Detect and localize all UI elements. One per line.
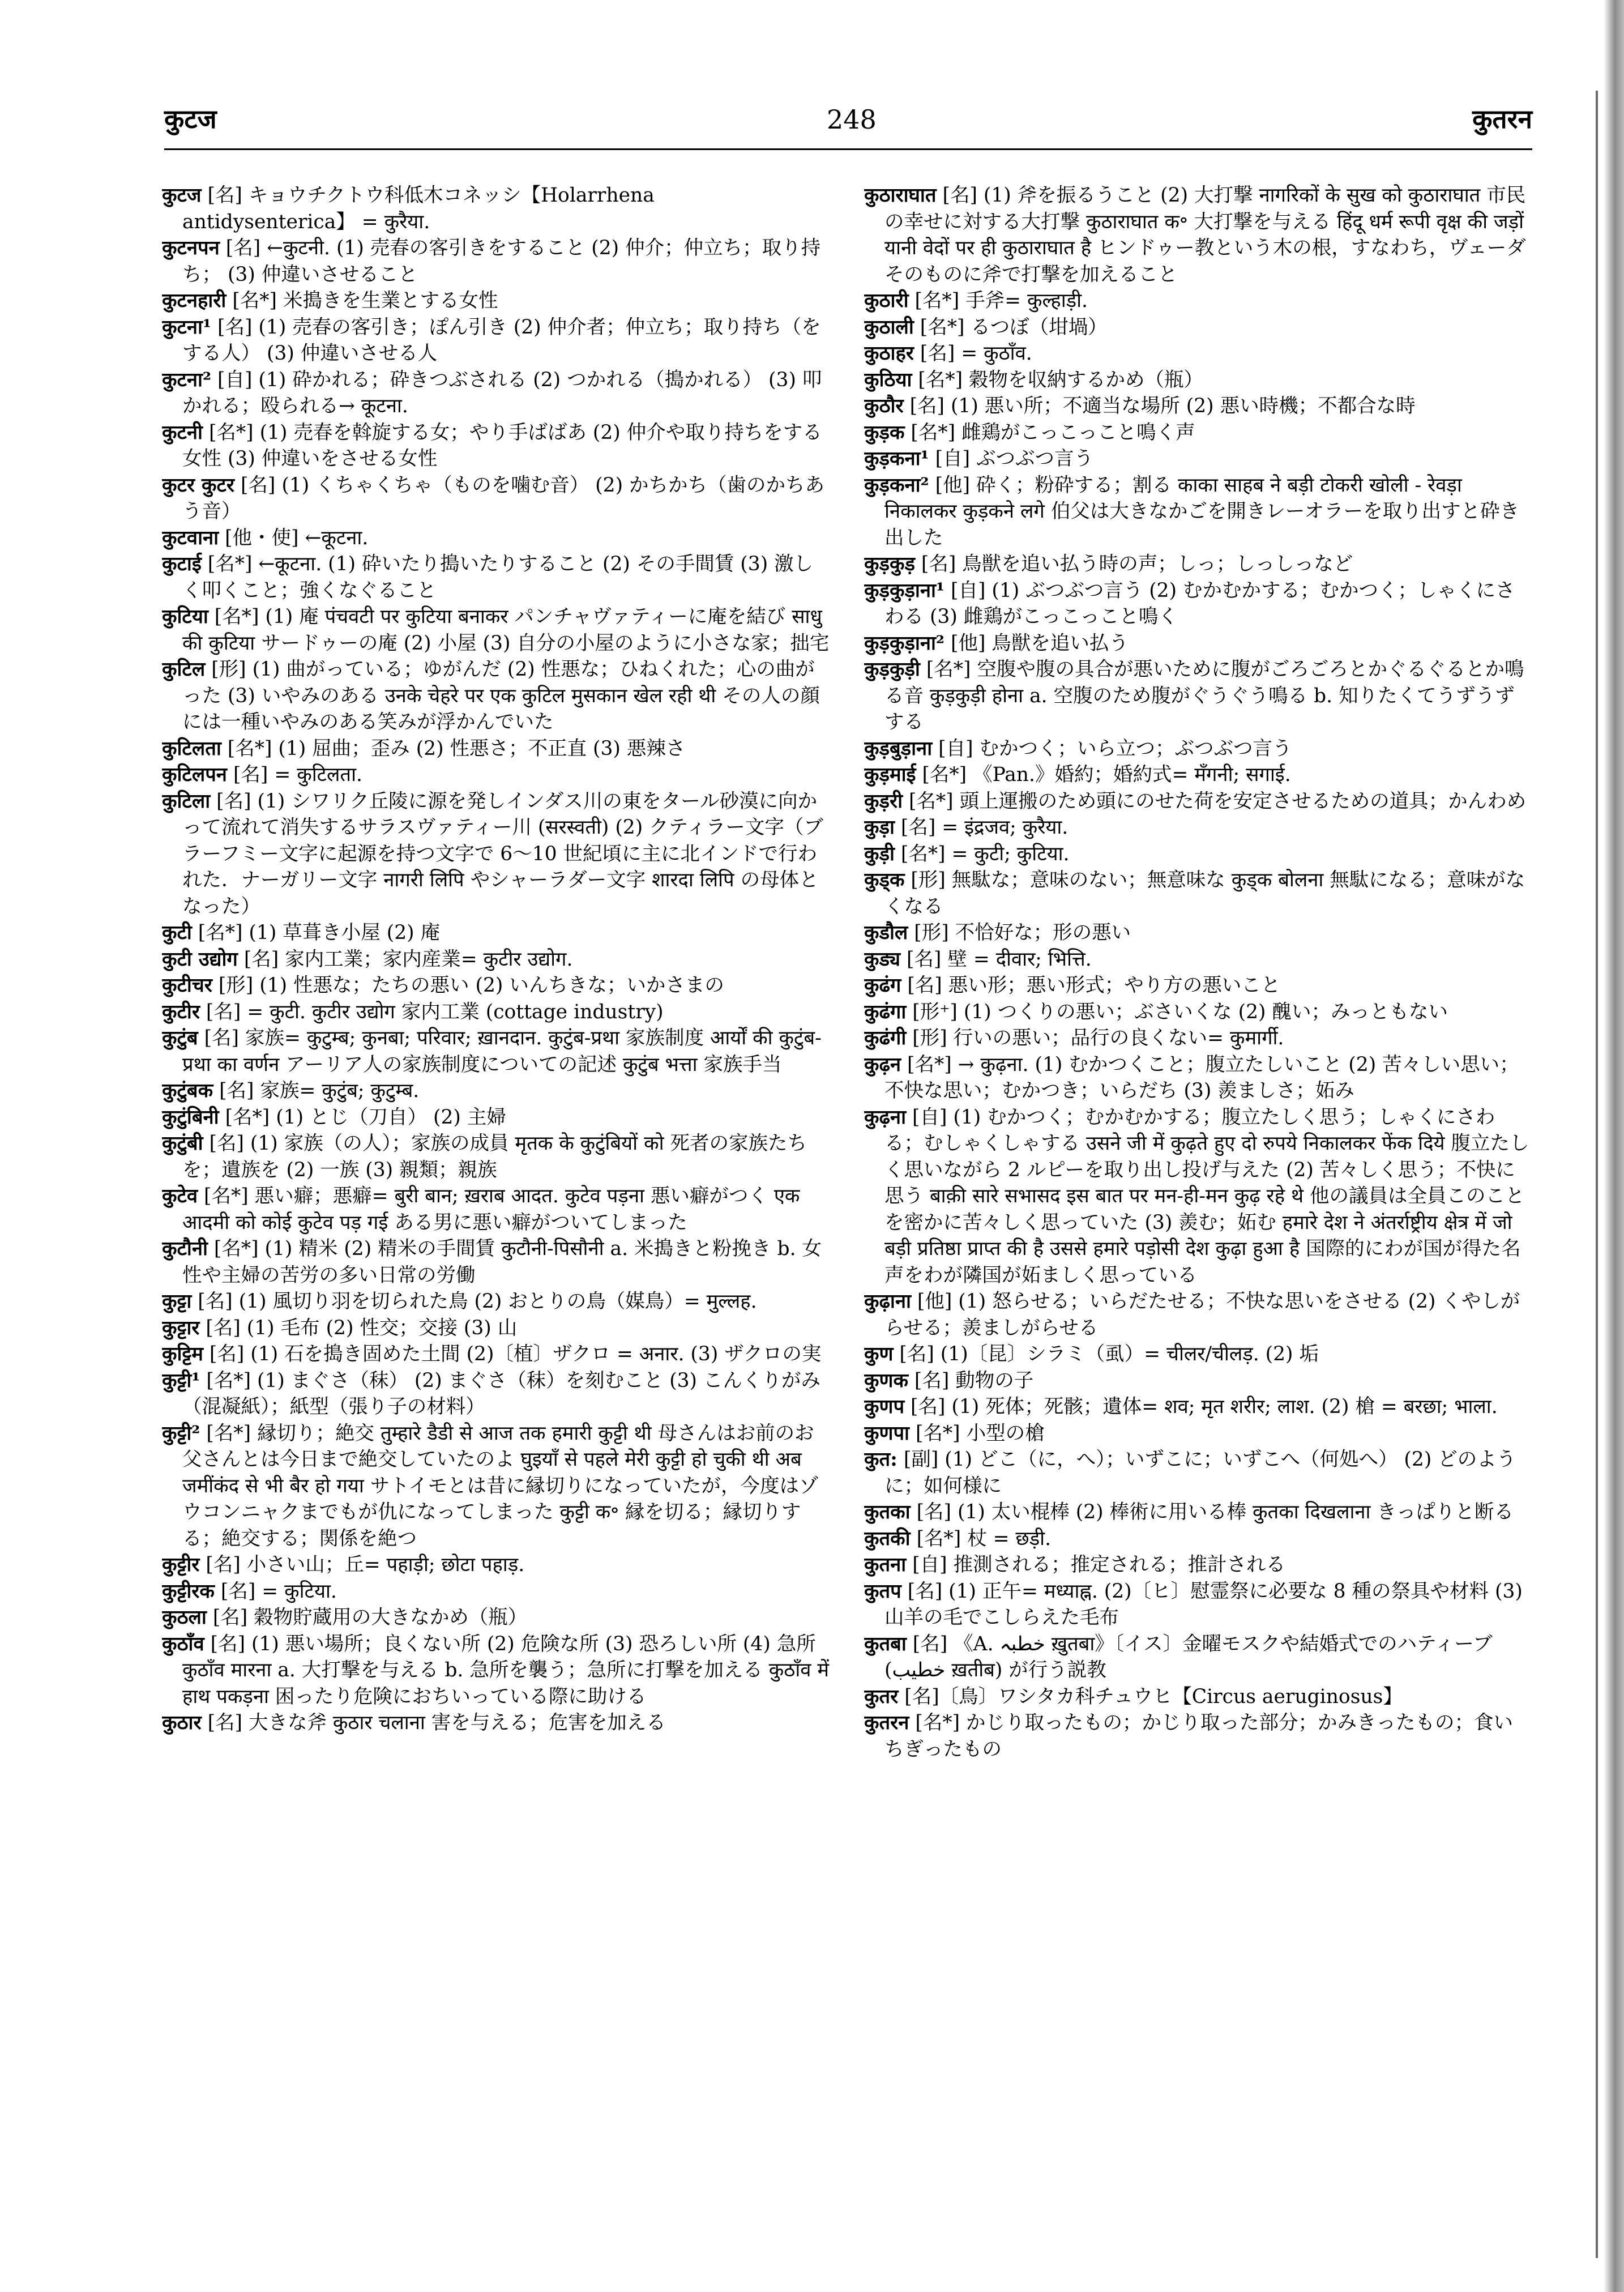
entry-headword: कुठला xyxy=(162,1606,207,1629)
entry-definition: [名] (1) 太い棍棒 (2) 棒術に用いる棒 कुतका दिखलाना きっぱりと断る xyxy=(916,1501,1514,1523)
entry-definition: [形] 不恰好な；形の悪い xyxy=(914,921,1131,944)
dictionary-entry xyxy=(864,920,1532,946)
entry-definition: [名] 大きな斧 कुठार चलाना 害を与える；危害を加える xyxy=(207,1711,666,1734)
entry-definition: [名] (1) 風切り羽を切られた鳥 (2) おとりの鳥（媒鳥）= मुल्लह. xyxy=(198,1290,757,1313)
entry-headword: कुड़कना² xyxy=(864,473,929,497)
entry-headword: कुण xyxy=(864,1343,894,1365)
entry-definition: [自] 推測される；推定される；推計される xyxy=(912,1553,1286,1576)
entry-definition: [名*] (1) とじ（刀自） (2) 主婦 xyxy=(225,1106,506,1129)
dictionary-entry xyxy=(864,1052,1532,1104)
entry-headword: कुड़ी xyxy=(864,842,895,865)
entry-definition: [名] (1) 死体；死骸；遺体= शव; मृत शरीर; लाश. (2) 槍 = बरछा; भाला. xyxy=(911,1395,1498,1418)
entry-definition: [名] (1) 石を搗き固めた土間 (2)〔植〕ザクロ = अनार. (3) ザクロの実 xyxy=(209,1343,822,1365)
entry-headword: कुटनपन xyxy=(162,237,220,259)
entry-headword: कुढंगी xyxy=(864,1027,907,1049)
dictionary-entry xyxy=(864,182,1532,288)
dictionary-entry xyxy=(864,1578,1532,1631)
dictionary-entry xyxy=(864,762,1532,788)
entry-headword: कुट्टा xyxy=(162,1290,192,1313)
dictionary-entry xyxy=(162,736,830,762)
dictionary-entry xyxy=(864,446,1532,472)
entry-headword: कुटिया xyxy=(162,605,208,628)
page-number: 248 xyxy=(827,104,877,135)
dictionary-entry xyxy=(162,946,830,973)
dictionary-entry xyxy=(864,1710,1532,1762)
entry-definition: [名] (1) 毛布 (2) 性交；交接 (3) 山 xyxy=(206,1316,518,1339)
entry-headword: कुटौनी xyxy=(162,1237,208,1260)
header-rule xyxy=(164,148,1532,150)
entry-headword: कुड़बुड़ाना xyxy=(864,737,933,760)
entry-headword: कुतर xyxy=(864,1685,899,1708)
header-left-headword: कुटज xyxy=(164,104,217,134)
entry-headword: कुणक xyxy=(864,1369,908,1392)
dictionary-entry xyxy=(162,367,830,420)
dictionary-entry xyxy=(162,1710,830,1736)
entry-definition: [名] 鳥獣を追い払う時の声；しっ；しっしっなど xyxy=(921,553,1353,575)
entry-definition: [名] 家族= कुटुंब; कुटुम्ब. xyxy=(219,1079,420,1102)
entry-headword: कुड़कुड़ xyxy=(864,553,915,575)
entry-definition: [名] 壁 = दीवार; भित्ति. xyxy=(906,947,1092,971)
dictionary-entry xyxy=(162,1104,830,1131)
dictionary-entry xyxy=(162,999,830,1026)
entry-definition: [名*] → कुढ़ना. (1) むかつくこと；腹立たしいこと (2) 苦々しい思い；不快な思い；むかつき；いらだち (3) 羨ましさ；妬み xyxy=(884,1053,1519,1102)
entry-headword: कुतना xyxy=(864,1553,907,1576)
dictionary-entry xyxy=(162,1236,830,1288)
entry-headword: कुटी xyxy=(162,921,192,944)
dictionary-entry xyxy=(864,630,1532,657)
entry-headword: कुटी उद्योग xyxy=(162,947,238,971)
entry-definition: [名*] ←कूटना. (1) 砕いたり搗いたりすること (2) その手間賃 (3) 激しく叩くこと；強くなぐること xyxy=(182,553,814,602)
dictionary-entry xyxy=(162,1288,830,1315)
entry-definition: [名*] かじり取ったもの；かじり取った部分；かみきったもの；食いちぎったもの xyxy=(884,1711,1514,1761)
entry-definition: [名*] (1) 庵 पंचवटी पर कुटिया बनाकर パンチャヴァティーに庵を結び साधु की कुटिया サードゥーの庵 (2) 小屋 (3) 自分の小屋のように小さな家；拙宅 xyxy=(182,605,830,655)
entry-headword: कुतबा xyxy=(864,1632,907,1655)
dictionary-entry xyxy=(162,788,830,920)
entry-headword: कुठाली xyxy=(864,315,914,339)
entry-headword: कुढ़न xyxy=(864,1053,901,1076)
entry-headword: कुड़कुड़ाना² xyxy=(864,631,945,655)
entry-headword: कुढ़ना xyxy=(864,1106,907,1129)
dictionary-entry xyxy=(162,420,830,472)
left-column xyxy=(162,182,830,2267)
entry-definition: [名*] 穀物を収納するかめ（瓶） xyxy=(918,368,1204,391)
entry-headword: कुटिल xyxy=(162,658,206,681)
entry-definition: [他・使] ←कूटना. xyxy=(225,526,369,549)
entry-definition: [名] 家族= कुटुम्ब; कुनबा; परिवार; ख़ानदान. कुटुंब-प्रथा 家族制度 आर्यों की कुटुंब-प्रथा का वर्णन アーリア人の家族制度についての記述 कुटुंब भत्ता 家族手当 xyxy=(182,1027,822,1076)
entry-definition: [名] 動物の子 xyxy=(914,1369,1034,1392)
entry-definition: [名*] (1) 屈曲；歪み (2) 性悪さ；不正直 (3) 悪辣さ xyxy=(227,737,686,760)
dictionary-entry xyxy=(864,736,1532,762)
dictionary-entry xyxy=(864,1552,1532,1578)
dictionary-entry xyxy=(162,182,830,235)
dictionary-entry xyxy=(162,551,830,604)
entry-headword: कुतरन xyxy=(864,1711,909,1734)
entry-headword: कुड़ा xyxy=(864,816,895,839)
dictionary-entry xyxy=(162,656,830,736)
page-edge-line xyxy=(1596,91,1598,2258)
entry-headword: कुट्टीरक xyxy=(162,1580,215,1603)
dictionary-entry xyxy=(864,788,1532,815)
dictionary-entry xyxy=(864,1526,1532,1552)
entry-definition: [名] (1) 家族（の人）；家族の成員 मृतक के कुटुंबियों को 死者の家族たちを；遺族を (2) 一族 (3) 親類；親族 xyxy=(182,1132,807,1181)
entry-definition: [自] (1) ぶつぶつ言う (2) むかむかする；むかつく；しゃくにさわる (3) 雌鶏がこっこっこと鳴く xyxy=(884,579,1515,628)
dictionary-entry xyxy=(864,1394,1532,1420)
dictionary-entry xyxy=(162,1552,830,1578)
dictionary-entry xyxy=(864,1025,1532,1052)
dictionary-entry xyxy=(864,656,1532,736)
entry-headword: कुड्य xyxy=(864,947,900,971)
dictionary-entry xyxy=(162,1420,830,1552)
dictionary-entry xyxy=(162,235,830,288)
dictionary-entry xyxy=(864,472,1532,552)
entry-definition: [名*] 縁切り；絶交 तुम्हारे डैडी से आज तक हमारी कुट्टी थी 母さんはお前のお父さんとは今日まで絶交していたのよ घुइयाँ से पहले मेरी कुट्टी हो चुकी थी अब जमींकंद से भी बैर हो गया サトイモとは昔に縁切りになっていたが，今度はゾウコンニャクまでもが仇になってしまった कुट्टी क॰ 縁を切る；縁切りする；絶交する；関係を絶つ xyxy=(182,1422,819,1550)
running-header xyxy=(164,101,1532,146)
dictionary-entry xyxy=(162,762,830,788)
entry-headword: कुटाई xyxy=(162,553,202,575)
dictionary-entry xyxy=(162,1025,830,1078)
entry-definition: [名*] るつぼ（坩堝） xyxy=(920,315,1108,339)
entry-definition: [自] むかつく；いら立つ；ぶつぶつ言う xyxy=(938,737,1292,760)
entry-definition: [名] 悪い形；悪い形式；やり方の悪いこと xyxy=(907,974,1281,997)
entry-headword: कुतका xyxy=(864,1501,911,1523)
entry-definition: [名] (1)〔昆〕シラミ（虱）= चीलर/चीलड़. (2) 垢 xyxy=(899,1343,1319,1365)
entry-definition: [名] (1) 悪い場所；良くない所 (2) 危険な所 (3) 恐ろしい所 (4) 急所 कुठाँव मारना a. 大打撃を与える b. 急所を襲う；急所に打撃を加える कुठाँव में हाथ पकड़ना 困ったり危険におちいっている際に助ける xyxy=(182,1632,830,1708)
dictionary-entry xyxy=(864,1341,1532,1368)
entry-definition: [名] = इंद्रजव; कुरैया. xyxy=(900,816,1069,839)
entry-headword: कुढ़ाना xyxy=(864,1290,911,1313)
entry-definition: [名*] (1) 精米 (2) 精米の手間賃 कुटौनी-पिसौनी a. 米搗きと粉挽き b. 女性や主婦の苦労の多い日常の労働 xyxy=(182,1237,822,1287)
entry-definition: [名]〔鳥〕ワシタカ科チュウヒ【Circus aeruginosus】 xyxy=(904,1685,1403,1708)
entry-definition: [名*] 小型の槍 xyxy=(915,1422,1045,1445)
dictionary-entry xyxy=(864,867,1532,920)
entry-headword: कुटनी xyxy=(162,421,203,444)
entry-definition: [名*] 米搗きを生業とする女性 xyxy=(232,289,498,312)
entry-headword: कुटज xyxy=(162,184,202,207)
entry-definition: [名*] 空腹や腹の具合が悪いために腹がごろごろとかぐるぐるとか鳴る音 कुड़कुड़ी होना a. 空腹のため腹がぐうぐう鳴る b. 知りたくてうずうずする xyxy=(884,658,1524,733)
dictionary-entry xyxy=(864,1631,1532,1684)
dictionary-entry xyxy=(864,1368,1532,1394)
entry-definition: [名] (1) くちゃくちゃ（ものを噛む音） (2) かちかち（歯のかちあう音） xyxy=(182,473,824,523)
dictionary-entry xyxy=(162,1183,830,1236)
dictionary-entry xyxy=(864,1288,1532,1341)
entry-headword: कुड़कना¹ xyxy=(864,447,929,470)
entry-headword: कुत: xyxy=(864,1448,898,1471)
dictionary-entry xyxy=(162,1631,830,1710)
dictionary-entry xyxy=(864,393,1532,420)
entry-definition: [形] 行いの悪い；品行の良くない= कुमार्गी. xyxy=(912,1027,1284,1049)
entry-headword: कुणपा xyxy=(864,1422,909,1445)
entry-definition: [名] = कुटिलता. xyxy=(233,763,362,786)
entry-headword: कुट्टी¹ xyxy=(162,1369,200,1392)
dictionary-entry xyxy=(162,1315,830,1342)
entry-definition: [名*] 頭上運搬のため頭にのせた荷を安定させるための道具；かんわめ xyxy=(908,789,1527,813)
entry-definition: [名] (1) 売春の客引き；ぽん引き (2) 仲介者；仲立ち；取り持ち（をする人） (3) 仲違いさせる人 xyxy=(182,315,821,365)
entry-definition: [名*] 雌鶏がこっこっこと鳴く声 xyxy=(911,421,1195,444)
dictionary-entry xyxy=(162,1578,830,1605)
entry-headword: कुटनहारी xyxy=(162,289,226,312)
dictionary-entry xyxy=(162,1604,830,1631)
dictionary-entry xyxy=(162,920,830,946)
dictionary-entry xyxy=(864,1684,1532,1710)
entry-headword: कुढंग xyxy=(864,974,901,997)
entry-headword: कुठारी xyxy=(864,289,909,312)
entry-definition: [名*] 杖 = छड़ी. xyxy=(916,1527,1052,1550)
dictionary-entry xyxy=(864,946,1532,973)
entry-headword: कुटुंबी xyxy=(162,1132,203,1155)
dictionary-entry xyxy=(864,1499,1532,1526)
page-edge-shadow xyxy=(1604,0,1624,2292)
entry-definition: [副] (1) どこ（に，へ）；いずこに；いずこへ（何処へ） (2) どのように；如何様に xyxy=(884,1448,1516,1497)
dictionary-entry xyxy=(864,551,1532,578)
entry-definition: [名] = कुठाँव. xyxy=(920,342,1032,365)
entry-definition: [自] ぶつぶつ言う xyxy=(935,447,1094,470)
header-right-headword: कुतरन xyxy=(1472,104,1532,134)
entry-definition: [名] (1) 斧を振るうこと (2) 大打撃 नागरिकों के सुख को कुठाराघात 市民の幸せに対する大打撃 कुठाराघात क॰ 大打撃を与える हिंदू धर्म रूपी वृक्ष की जड़ों यानी वेदों पर ही कुठाराघात है ヒンドゥー教という木の根，すなわち，ヴェーダそのものに斧で打撃を加えること xyxy=(884,184,1526,286)
entry-headword: कुणप xyxy=(864,1395,905,1418)
dictionary-entry xyxy=(864,420,1532,446)
entry-definition: [名] ←कुटनी. (1) 売春の客引きをすること (2) 仲介；仲立ち；取り持ち； (3) 仲違いさせること xyxy=(182,237,821,286)
dictionary-entry xyxy=(162,1368,830,1420)
dictionary-entry xyxy=(864,972,1532,999)
entry-headword: कुडौल xyxy=(864,921,908,944)
entry-headword: कुटिलपन xyxy=(162,763,227,786)
entry-definition: [形] (1) 性悪な；たちの悪い (2) いんちきな；いかさまの xyxy=(218,974,724,997)
entry-definition: [名*] (1) まぐさ（秣） (2) まぐさ（秣）を刻むこと (3) こんくりがみ（混凝紙）；紙型（張り子の材料） xyxy=(182,1369,820,1418)
entry-definition: [名*] 《Pan.》婚約；婚約式= मँगनी; सगाई. xyxy=(922,763,1291,786)
entry-definition: [名*] 悪い癖；悪癖= बुरी बान; ख़राब आदत. कुटेव पड़ना 悪い癖がつく एक आदमी को कोई कुटेव पड़ गई ある男に悪い癖がついてしまった xyxy=(182,1185,800,1234)
entry-headword: कुड़माई xyxy=(864,763,916,786)
entry-definition: [名*] 手斧= कुल्हाड़ी. xyxy=(914,289,1088,312)
entry-headword: कुटुंबक xyxy=(162,1079,213,1102)
entry-headword: कुटुंबिनी xyxy=(162,1106,219,1129)
entry-headword: कुठाँव xyxy=(162,1632,204,1655)
dictionary-entry xyxy=(162,1078,830,1104)
entry-headword: कुटीचर xyxy=(162,974,212,997)
entry-definition: [名] (1) 悪い所；不適当な場所 (2) 悪い時機；不都合な時 xyxy=(909,395,1416,417)
entry-headword: कुतप xyxy=(864,1580,901,1603)
dictionary-entry xyxy=(864,578,1532,630)
dictionary-entry xyxy=(864,1446,1532,1499)
entry-definition: [形⁺] (1) つくりの悪い；ぶさいくな (2) 醜い；みっともない xyxy=(912,1000,1448,1023)
entry-definition: [名] (1) 正午= मध्याह्न. (2)〔ヒ〕慰霊祭に必要な 8 種の祭具や材料 (3) 山羊の毛でこしらえた毛布 xyxy=(884,1580,1523,1629)
entry-definition: [名] キョウチクトウ科低木コネッシ【Holarrhena antidysenterica】 = कुरैया. xyxy=(182,184,655,233)
entry-definition: [形] (1) 曲がっている；ゆがんだ (2) 性悪な；ひねくれた；心の曲がった (3) いやみのある उनके चेहरे पर एक कुटिल मुसकान खेल रही थी その人の顔には一種いやみのある笑みが浮かんでいた xyxy=(182,658,820,733)
entry-headword: कुड्क xyxy=(864,869,905,891)
dictionary-entry xyxy=(162,288,830,314)
entry-headword: कुटीर xyxy=(162,1000,200,1023)
entry-headword: कुटिला xyxy=(162,789,211,813)
dictionary-entry xyxy=(162,604,830,656)
entry-headword: कुठाहर xyxy=(864,342,914,365)
dictionary-entry xyxy=(864,1420,1532,1447)
entry-definition: [名] 穀物貯蔵用の大きなかめ（瓶） xyxy=(212,1606,528,1629)
right-column xyxy=(864,182,1532,2267)
entry-headword: कुटवाना xyxy=(162,526,219,549)
entry-definition: [自] (1) むかつく；むかむかする；腹立たしく思う；しゃくにさわる；むしゃくしゃする उसने जी में कुढ़ते हुए दो रुपये निकालकर फेंक दिये 腹立たしく思いながら 2 ルピーを取り出し投げ与えた (2) 苦々しく思う；不快に思う बाक़ी सारे सभासद इस बात पर मन-ही-मन कुढ़ रहे थे 他の議員は全員このことを密かに苦々しく思っていた (3) 羨む；妬む हमारे देश ने अंतर्राष्ट्रीय क्षेत्र में जो बड़ी प्रतिष्ठा प्राप्त की है उससे हमारे पड़ोसी देश कुढ़ा हुआ है 国際的にわが国が得た名声をわが隣国が妬ましく思っている xyxy=(884,1106,1529,1287)
entry-headword: कुतकी xyxy=(864,1527,911,1550)
dictionary-entry xyxy=(162,472,830,525)
entry-headword: कुठाराघात xyxy=(864,184,937,207)
entry-definition: [名] 《A. خطبہ ख़ुतबा》〔イス〕金曜モスクや結婚式でのハティーブ (خطیب ख़तीब) が行う説教 xyxy=(884,1632,1493,1681)
entry-definition: [他] 砕く；粉砕する；割る काका साहब ने बड़ी टोकरी खोली - रेवड़ा निकालकर कुड़कने लगे 伯父は大きなかごを開きレーオラーを取り出すと砕き出した xyxy=(884,473,1520,549)
entry-definition: [名*] (1) 草葺き小屋 (2) 庵 xyxy=(198,921,441,944)
entry-headword: कुटिलता xyxy=(162,737,221,760)
dictionary-entry xyxy=(162,1130,830,1183)
dictionary-entry xyxy=(864,1104,1532,1289)
entry-definition: [名] = कुटिया. xyxy=(220,1580,337,1603)
entry-definition: [名] = कुटी. कुटीर उद्योग 家内工業 (cottage industry) xyxy=(206,1000,664,1023)
entry-headword: कुड़क xyxy=(864,421,905,444)
entry-headword: कुटर कुटर xyxy=(162,473,234,497)
dictionary-entry xyxy=(864,288,1532,314)
entry-definition: [名] (1) シワリク丘陵に源を発しインダス川の東をタール砂漠に向かって流れて消失するサラスヴァティー川 (सरस्वती) (2) クティラー文字（ブラーフミー文字に起源を持つ文字で 6〜10 世紀頃に主に北インドで行われた．ナーガリー文字 नागरी लिपि やシャーラダー文字 शारदा लिपि の母体となった） xyxy=(182,789,823,918)
entry-headword: कुड़कुड़ाना¹ xyxy=(864,579,945,602)
entry-headword: कुट्टी² xyxy=(162,1422,200,1445)
dictionary-entry xyxy=(864,314,1532,341)
dictionary-entry xyxy=(162,314,830,367)
entry-headword: कुड़री xyxy=(864,789,903,813)
entry-headword: कुठौर xyxy=(864,395,904,417)
entry-definition: [形] 無駄な；意味のない；無意味な कुड्क बोलना 無駄になる；意味がなくなる xyxy=(884,869,1525,918)
entry-definition: [他] (1) 怒らせる；いらだたせる；不快な思いをさせる (2) くやしがらせる；羨ましがらせる xyxy=(884,1290,1520,1339)
entry-headword: कुटेव xyxy=(162,1185,198,1207)
entry-headword: कुट्टीर xyxy=(162,1553,200,1576)
entry-definition: [名] 家内工業；家内産業= कुटीर उद्योग. xyxy=(243,947,573,971)
entry-headword: कुटना² xyxy=(162,368,212,391)
dictionary-entry xyxy=(864,841,1532,868)
dictionary-entry xyxy=(864,999,1532,1026)
dictionary-entry xyxy=(162,525,830,552)
entry-headword: कुढंगा xyxy=(864,1000,907,1023)
entry-definition: [名*] (1) 売春を斡旋する女；やり手ばばあ (2) 仲介や取り持ちをする女性 (3) 仲違いをさせる女性 xyxy=(182,421,822,470)
dictionary-entry xyxy=(864,814,1532,841)
entry-headword: कुट्टिम xyxy=(162,1343,203,1365)
dictionary-entry xyxy=(162,972,830,999)
entry-definition: [他] 鳥獣を追い払う xyxy=(951,631,1129,655)
dictionary-entry xyxy=(864,367,1532,394)
entry-headword: कुठिया xyxy=(864,368,912,391)
entry-headword: कुड़कुड़ी xyxy=(864,658,920,681)
entry-definition: [名*] = कुटी; कुटिया. xyxy=(900,842,1070,865)
entry-headword: कुठार xyxy=(162,1711,202,1734)
entry-headword: कुटना¹ xyxy=(162,315,212,339)
entry-definition: [自] (1) 砕かれる；砕きつぶされる (2) つかれる（搗かれる） (3) 叩かれる；殴られる→ कूटना. xyxy=(182,368,822,417)
entry-headword: कुट्टार xyxy=(162,1316,200,1339)
dictionary-entry xyxy=(864,340,1532,367)
entry-definition: [名] 小さい山；丘= पहाड़ी; छोटा पहाड़. xyxy=(206,1553,525,1576)
entry-headword: कुटुंब xyxy=(162,1027,198,1049)
dictionary-entry xyxy=(162,1341,830,1368)
